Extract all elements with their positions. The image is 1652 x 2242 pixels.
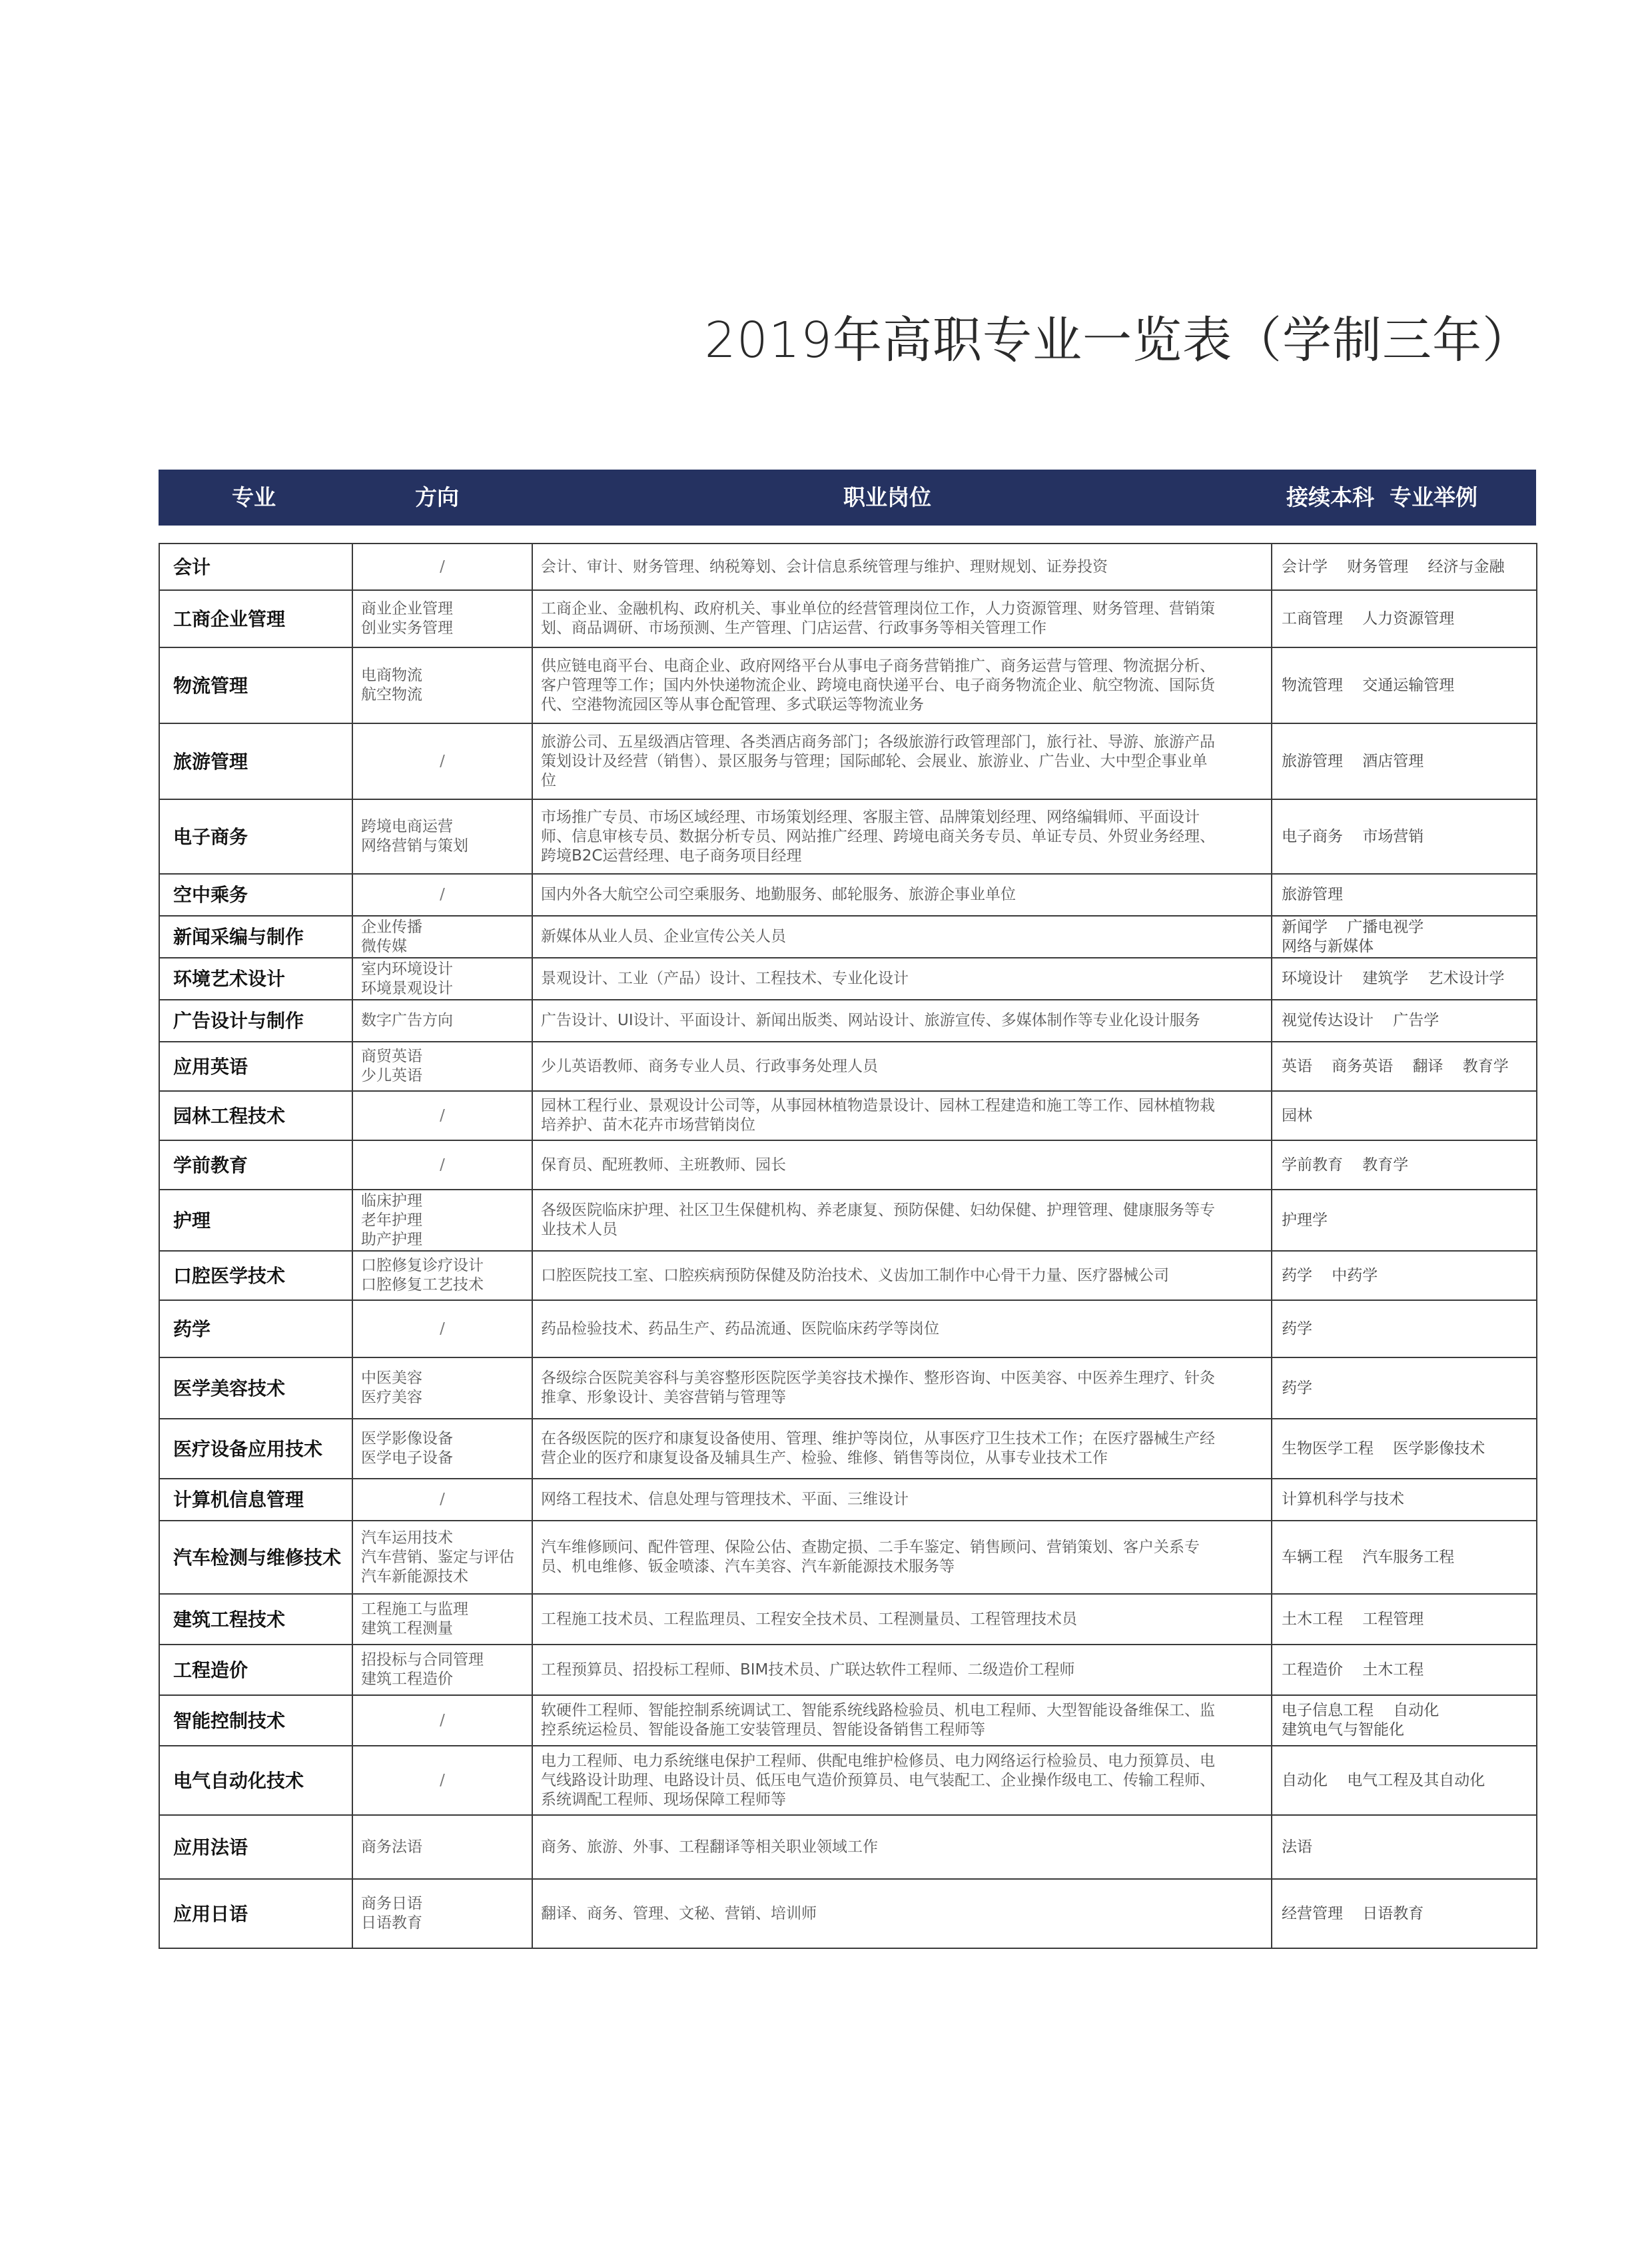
jobs-cell-line: 翻译、商务、管理、文秘、营销、培训师 [541, 1904, 817, 1922]
direction-cell-line: 口腔修复诊疗设计 [361, 1257, 484, 1274]
major-cell: 应用日语 [159, 1879, 352, 1948]
direction-cell [352, 1746, 532, 1815]
major-cell: 电子商务 [159, 799, 352, 874]
jobs-cell [532, 647, 1272, 723]
direction-cell-line: 少儿英语 [361, 1067, 422, 1084]
direction-cell-line: / [440, 752, 445, 770]
upgrade-cell [1272, 1879, 1537, 1948]
table-row [159, 1594, 1537, 1645]
jobs-cell-line: 国内外各大航空公司空乘服务、地勤服务、邮轮服务、旅游企事业单位 [541, 886, 1016, 903]
upgrade-cell [1272, 916, 1537, 958]
direction-cell-line: 商务日语 [361, 1895, 422, 1912]
direction-cell-line: 工程施工与监理 [361, 1601, 468, 1618]
direction-cell [352, 1479, 532, 1521]
jobs-cell [532, 1594, 1272, 1645]
jobs-cell-line: 会计、审计、财务管理、纳税筹划、会计信息系统管理与维护、理财规划、证券投资 [541, 558, 1108, 575]
direction-cell-line: 数字广告方向 [361, 1012, 453, 1029]
direction-cell-line: 网络营销与策划 [361, 837, 468, 855]
jobs-cell [532, 1521, 1272, 1594]
major-cell: 汽车检测与维修技术 [159, 1521, 352, 1594]
jobs-cell-line: 推拿、形象设计、美容营销与管理等 [541, 1389, 786, 1406]
jobs-cell [532, 1419, 1272, 1479]
jobs-cell-line: 商务、旅游、外事、工程翻译等相关职业领域工作 [541, 1838, 878, 1856]
upgrade-cell-line: 电子信息工程 自动化 [1282, 1702, 1440, 1719]
jobs-cell-line: 客户管理等工作；国内外快递物流企业、跨境电商快递平台、电子商务物流企业、航空物流、国际货 [541, 676, 1215, 694]
table-row [159, 799, 1537, 874]
direction-cell [352, 1042, 532, 1091]
upgrade-cell [1272, 874, 1537, 916]
jobs-cell [532, 1357, 1272, 1419]
header-upgrade: 接续本科 专业举例 [1286, 484, 1477, 510]
direction-cell-line: 商务法语 [361, 1838, 422, 1856]
direction-cell-line: / [440, 1156, 445, 1174]
jobs-cell-line: 在各级医院的医疗和康复设备使用、管理、维护等岗位，从事医疗卫生技术工作；在医疗器械生产经 [541, 1430, 1215, 1447]
upgrade-cell [1272, 799, 1537, 874]
upgrade-cell-line: 视觉传达设计 广告学 [1282, 1012, 1440, 1029]
jobs-cell-line: 控系统运检员、智能设备施工安装管理员、智能设备销售工程师等 [541, 1721, 985, 1738]
major-cell: 旅游管理 [159, 723, 352, 799]
upgrade-cell-line: 计算机科学与技术 [1282, 1491, 1404, 1508]
upgrade-cell-line: 环境设计 建筑学 艺术设计学 [1282, 970, 1505, 987]
jobs-cell-line: 气线路设计助理、电路设计员、低压电气造价预算员、电气装配工、企业操作级电工、传输工程师、 [541, 1771, 1215, 1789]
direction-cell [352, 1521, 532, 1594]
table-row [159, 1042, 1537, 1091]
direction-cell [352, 1879, 532, 1948]
major-cell: 医学美容技术 [159, 1357, 352, 1419]
jobs-cell [532, 1091, 1272, 1140]
header-major: 专业 [232, 484, 276, 510]
jobs-cell [532, 916, 1272, 958]
major-cell: 医疗设备应用技术 [159, 1419, 352, 1479]
upgrade-cell [1272, 1300, 1537, 1357]
upgrade-cell [1272, 723, 1537, 799]
major-cell: 物流管理 [159, 647, 352, 723]
upgrade-cell [1272, 1140, 1537, 1190]
jobs-cell-line: 软硬件工程师、智能控制系统调试工、智能系统线路检验员、机电工程师、大型智能设备维保工、监 [541, 1702, 1215, 1719]
jobs-cell-line: 员、机电维修、钣金喷漆、汽车美容、汽车新能源技术服务等 [541, 1558, 955, 1575]
jobs-cell [532, 799, 1272, 874]
direction-cell-line: 创业实务管理 [361, 619, 453, 637]
direction-cell [352, 1140, 532, 1190]
direction-cell-line: 室内环境设计 [361, 960, 453, 978]
jobs-cell-line: 营企业的医疗和康复设备及辅具生产、检验、维修、销售等岗位，从事专业技术工作 [541, 1449, 1108, 1467]
table-row [159, 1695, 1537, 1746]
jobs-cell [532, 1746, 1272, 1815]
direction-cell-line: 日语教育 [361, 1914, 422, 1932]
jobs-cell-line: 跨境B2C运营经理、电子商务项目经理 [541, 847, 802, 865]
upgrade-cell [1272, 1000, 1537, 1042]
major-cell: 建筑工程技术 [159, 1594, 352, 1645]
direction-cell [352, 958, 532, 1000]
direction-cell-line: / [440, 1319, 445, 1337]
table-row [159, 1251, 1537, 1300]
jobs-cell [532, 1815, 1272, 1879]
major-cell: 新闻采编与制作 [159, 916, 352, 958]
upgrade-cell-line: 自动化 电气工程及其自动化 [1282, 1771, 1485, 1789]
jobs-cell [532, 1140, 1272, 1190]
direction-cell-line: 汽车运用技术 [361, 1529, 453, 1547]
major-cell: 工程造价 [159, 1645, 352, 1695]
jobs-cell-line: 划、商品调研、市场预测、生产管理、门店运营、行政事务等相关管理工作 [541, 619, 1046, 637]
jobs-cell-line: 药品检验技术、药品生产、药品流通、医院临床药学等岗位 [541, 1319, 939, 1337]
upgrade-cell [1272, 1645, 1537, 1695]
jobs-cell [532, 1695, 1272, 1746]
upgrade-cell-line: 工程造价 土木工程 [1282, 1661, 1424, 1679]
upgrade-cell-line: 车辆工程 汽车服务工程 [1282, 1548, 1455, 1566]
direction-cell [352, 1000, 532, 1042]
jobs-cell-line: 代、空港物流园区等从事仓配管理、多式联运等物流业务 [541, 695, 924, 713]
majors-table [159, 543, 1537, 1949]
jobs-cell-line: 少儿英语教师、商务专业人员、行政事务处理人员 [541, 1057, 878, 1075]
direction-cell [352, 1695, 532, 1746]
upgrade-cell [1272, 1594, 1537, 1645]
table-row [159, 723, 1537, 799]
major-cell: 园林工程技术 [159, 1091, 352, 1140]
table-row [159, 1419, 1537, 1479]
upgrade-cell-line: 法语 [1282, 1838, 1312, 1856]
direction-cell-line: 建筑工程造价 [361, 1671, 453, 1688]
upgrade-cell-line: 园林 [1282, 1106, 1312, 1124]
jobs-cell-line: 新媒体从业人员、企业宣传公关人员 [541, 928, 786, 945]
jobs-cell [532, 590, 1272, 647]
table-row [159, 916, 1537, 958]
upgrade-cell-line: 生物医学工程 医学影像技术 [1282, 1439, 1485, 1457]
page-title: 2019年高职专业一览表（学制三年） [704, 312, 1532, 369]
jobs-cell-line: 口腔医院技工室、口腔疾病预防保健及防治技术、义齿加工制作中心骨干力量、医疗器械公司 [541, 1266, 1169, 1284]
upgrade-cell-line: 药学 [1282, 1319, 1312, 1337]
jobs-cell [532, 958, 1272, 1000]
direction-cell [352, 723, 532, 799]
direction-cell-line: 助产护理 [361, 1230, 422, 1248]
header-direction: 方向 [415, 484, 459, 510]
table-row [159, 590, 1537, 647]
jobs-cell-line: 网络工程技术、信息处理与管理技术、平面、三维设计 [541, 1491, 909, 1508]
upgrade-cell-line: 护理学 [1282, 1211, 1328, 1229]
jobs-cell-line: 培养护、苗木花卉市场营销岗位 [541, 1116, 755, 1134]
jobs-cell [532, 544, 1272, 590]
upgrade-cell-line: 电子商务 市场营销 [1282, 827, 1424, 845]
jobs-cell-line: 位 [541, 771, 556, 789]
table-row [159, 1815, 1537, 1879]
major-cell: 环境艺术设计 [159, 958, 352, 1000]
jobs-cell-line: 园林工程行业、景观设计公司等，从事园林植物造景设计、园林工程建造和施工等工作、园林植物栽 [541, 1097, 1215, 1114]
upgrade-cell [1272, 544, 1537, 590]
jobs-cell [532, 1190, 1272, 1251]
jobs-cell [532, 874, 1272, 916]
direction-cell-line: 汽车营销、鉴定与评估 [361, 1548, 514, 1566]
direction-cell-line: 电商物流 [361, 667, 422, 684]
direction-cell-line: 企业传播 [361, 918, 422, 936]
jobs-cell [532, 723, 1272, 799]
upgrade-cell [1272, 1357, 1537, 1419]
table-row [159, 544, 1537, 590]
direction-cell [352, 799, 532, 874]
direction-cell-line: 商贸英语 [361, 1048, 422, 1065]
upgrade-cell-line: 新闻学 广播电视学 [1282, 918, 1424, 936]
jobs-cell [532, 1479, 1272, 1521]
direction-cell [352, 1357, 532, 1419]
major-cell: 电气自动化技术 [159, 1746, 352, 1815]
table-row [159, 1746, 1537, 1815]
jobs-cell-line: 业技术人员 [541, 1221, 618, 1238]
direction-cell [352, 1419, 532, 1479]
major-cell: 药学 [159, 1300, 352, 1357]
direction-cell-line: 老年护理 [361, 1211, 422, 1229]
major-cell: 智能控制技术 [159, 1695, 352, 1746]
direction-cell [352, 590, 532, 647]
table-row [159, 1140, 1537, 1190]
direction-cell-line: 商业企业管理 [361, 600, 453, 617]
upgrade-cell [1272, 647, 1537, 723]
direction-cell [352, 1645, 532, 1695]
upgrade-cell [1272, 1251, 1537, 1300]
table-row [159, 1000, 1537, 1042]
direction-cell-line: 临床护理 [361, 1192, 422, 1210]
direction-cell [352, 1251, 532, 1300]
direction-cell [352, 1815, 532, 1879]
direction-cell [352, 916, 532, 958]
upgrade-cell-line: 物流管理 交通运输管理 [1282, 676, 1455, 694]
direction-cell [352, 544, 532, 590]
direction-cell-line: 医疗美容 [361, 1389, 422, 1406]
upgrade-cell [1272, 1521, 1537, 1594]
major-cell: 会计 [159, 544, 352, 590]
jobs-cell-line: 策划设计及经营（销售）、景区服务与管理；国际邮轮、会展业、旅游业、广告业、大中型企事业单 [541, 752, 1208, 770]
direction-cell-line: / [440, 1491, 445, 1508]
upgrade-cell [1272, 1746, 1537, 1815]
jobs-cell [532, 1645, 1272, 1695]
upgrade-cell-line: 旅游管理 [1282, 886, 1343, 903]
table-row [159, 958, 1537, 1000]
table-row [159, 1300, 1537, 1357]
direction-cell-line: / [440, 886, 445, 903]
direction-cell-line: 跨境电商运营 [361, 818, 453, 835]
upgrade-cell-line: 药学 中药学 [1282, 1266, 1378, 1284]
upgrade-cell [1272, 1091, 1537, 1140]
jobs-cell-line: 系统调配工程师、现场保障工程师等 [541, 1790, 786, 1808]
jobs-cell-line: 供应链电商平台、电商企业、政府网络平台从事电子商务营销推广、商务运营与管理、物流据分析、 [541, 657, 1215, 675]
direction-cell-line: 中医美容 [361, 1369, 422, 1387]
jobs-cell [532, 1879, 1272, 1948]
upgrade-cell-line: 药学 [1282, 1379, 1312, 1397]
direction-cell-line: / [440, 1106, 445, 1124]
upgrade-cell [1272, 1419, 1537, 1479]
major-cell: 工商企业管理 [159, 590, 352, 647]
table-row [159, 1645, 1537, 1695]
major-cell: 口腔医学技术 [159, 1251, 352, 1300]
upgrade-cell [1272, 1190, 1537, 1251]
jobs-cell-line: 保育员、配班教师、主班教师、园长 [541, 1156, 786, 1174]
upgrade-cell-line: 网络与新媒体 [1282, 937, 1374, 955]
major-cell: 应用法语 [159, 1815, 352, 1879]
direction-cell [352, 874, 532, 916]
table-row [159, 874, 1537, 916]
jobs-cell [532, 1300, 1272, 1357]
jobs-cell-line: 各级综合医院美容科与美容整形医院医学美容技术操作、整形咨询、中医美容、中医养生理疗、针灸 [541, 1369, 1215, 1387]
major-cell: 应用英语 [159, 1042, 352, 1091]
jobs-cell-line: 汽车维修顾问、配件管理、保险公估、查勘定损、二手车鉴定、销售顾问、营销策划、客户关系专 [541, 1539, 1200, 1556]
major-cell: 空中乘务 [159, 874, 352, 916]
direction-cell-line: / [440, 558, 445, 575]
table-header [159, 470, 1536, 526]
upgrade-cell [1272, 1695, 1537, 1746]
direction-cell [352, 1594, 532, 1645]
direction-cell-line: / [440, 1771, 445, 1789]
major-cell: 护理 [159, 1190, 352, 1251]
jobs-cell-line: 广告设计、UI设计、平面设计、新闻出版类、网站设计、旅游宣传、多媒体制作等专业化设计服务 [541, 1012, 1200, 1029]
upgrade-cell [1272, 1815, 1537, 1879]
direction-cell-line: 微传媒 [361, 937, 407, 955]
table-row [159, 1357, 1537, 1419]
upgrade-cell [1272, 590, 1537, 647]
major-cell: 广告设计与制作 [159, 1000, 352, 1042]
direction-cell-line: 口腔修复工艺技术 [361, 1276, 484, 1294]
direction-cell-line: / [440, 1711, 445, 1729]
upgrade-cell-line: 经营管理 日语教育 [1282, 1904, 1424, 1922]
upgrade-cell-line: 学前教育 教育学 [1282, 1156, 1409, 1174]
direction-cell [352, 1091, 532, 1140]
jobs-cell-line: 各级医院临床护理、社区卫生保健机构、养老康复、预防保健、妇幼保健、护理管理、健康服务等专 [541, 1202, 1215, 1219]
table-row [159, 1879, 1537, 1948]
jobs-cell-line: 旅游公司、五星级酒店管理、各类酒店商务部门；各级旅游行政管理部门，旅行社、导游、旅游产品 [541, 733, 1215, 751]
direction-cell [352, 1300, 532, 1357]
table-row [159, 1091, 1537, 1140]
jobs-cell-line: 工程预算员、招投标工程师、BIM技术员、广联达软件工程师、二级造价工程师 [541, 1661, 1075, 1679]
direction-cell-line: 航空物流 [361, 686, 422, 703]
upgrade-cell-line: 土木工程 工程管理 [1282, 1610, 1424, 1628]
jobs-cell-line: 电力工程师、电力系统继电保护工程师、供配电维护检修员、电力网络运行检验员、电力预算员、电 [541, 1752, 1215, 1770]
jobs-cell-line: 市场推广专员、市场区域经理、市场策划经理、客服主管、品牌策划经理、网络编辑师、平面设计 [541, 808, 1200, 826]
upgrade-cell-line: 旅游管理 酒店管理 [1282, 752, 1424, 770]
upgrade-cell-line: 建筑电气与智能化 [1282, 1721, 1404, 1738]
jobs-cell-line: 景观设计、工业（产品）设计、工程技术、专业化设计 [541, 970, 909, 987]
direction-cell-line: 医学影像设备 [361, 1430, 453, 1447]
upgrade-cell [1272, 958, 1537, 1000]
direction-cell [352, 1190, 532, 1251]
upgrade-cell [1272, 1479, 1537, 1521]
table-row [159, 1190, 1537, 1251]
direction-cell-line: 汽车新能源技术 [361, 1567, 468, 1585]
direction-cell-line: 招投标与合同管理 [361, 1651, 484, 1669]
direction-cell [352, 647, 532, 723]
direction-cell-line: 医学电子设备 [361, 1449, 453, 1467]
table-row [159, 1479, 1537, 1521]
major-cell: 计算机信息管理 [159, 1479, 352, 1521]
upgrade-cell-line: 工商管理 人力资源管理 [1282, 609, 1455, 627]
major-cell: 学前教育 [159, 1140, 352, 1190]
direction-cell-line: 建筑工程测量 [361, 1620, 453, 1637]
jobs-cell [532, 1251, 1272, 1300]
upgrade-cell-line: 会计学 财务管理 经济与金融 [1282, 558, 1505, 575]
jobs-cell [532, 1042, 1272, 1091]
upgrade-cell-line: 英语 商务英语 翻译 教育学 [1282, 1057, 1509, 1075]
jobs-cell-line: 师、信息审核专员、数据分析专员、网站推广经理、跨境电商关务专员、单证专员、外贸业务经理、 [541, 827, 1215, 845]
table-row [159, 647, 1537, 723]
jobs-cell [532, 1000, 1272, 1042]
jobs-cell-line: 工商企业、金融机构、政府机关、事业单位的经营管理岗位工作，人力资源管理、财务管理、营销策 [541, 600, 1215, 617]
direction-cell-line: 环境景观设计 [361, 979, 453, 997]
header-jobs: 职业岗位 [843, 484, 931, 510]
jobs-cell-line: 工程施工技术员、工程监理员、工程安全技术员、工程测量员、工程管理技术员 [541, 1610, 1077, 1628]
table-row [159, 1521, 1537, 1594]
upgrade-cell [1272, 1042, 1537, 1091]
